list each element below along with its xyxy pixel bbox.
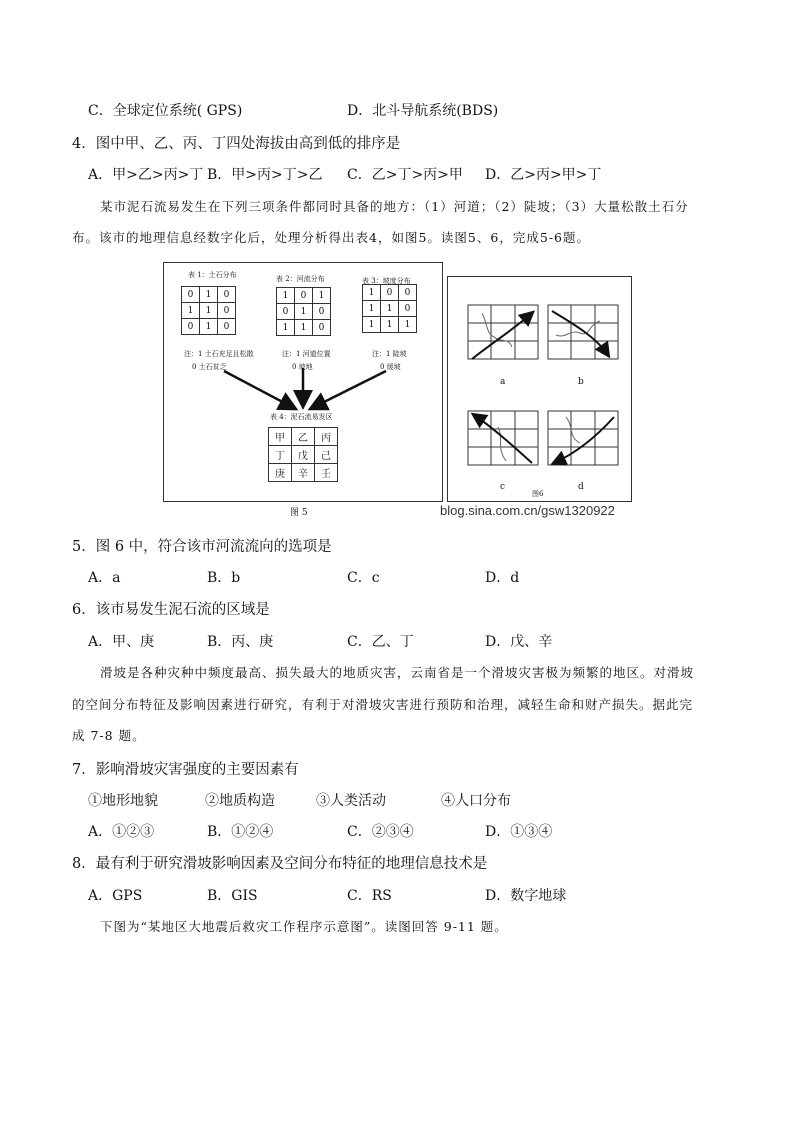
table-cell: 1 <box>200 319 218 335</box>
table-cell: 0 <box>218 319 236 335</box>
table-row <box>269 446 338 464</box>
table-cell: 0 <box>399 285 417 301</box>
table-cell: 1 <box>381 317 399 333</box>
table-cell: 0 <box>399 301 417 317</box>
table1-note1: 注：1 土石充足且松散 <box>184 350 254 358</box>
q7-option-c: C．②③④ <box>347 824 414 840</box>
q8-stem: 8．最有利于研究滑坡影响因素及空间分布特征的地理信息技术是 <box>72 856 488 872</box>
option-b-label: b <box>578 377 584 387</box>
option-c-label: c <box>500 482 506 492</box>
table-cell: 庚 <box>269 464 292 482</box>
q5-option-d: D．d <box>485 570 520 586</box>
table-cell: 乙 <box>292 428 315 446</box>
table2-title: 表 2：河流分布 <box>276 275 325 283</box>
table-cell: 0 <box>277 304 295 320</box>
river-direction-options <box>448 277 631 501</box>
option-a-grid <box>468 305 538 359</box>
q5-stem: 5．图 6 中，符合该市河流流向的选项是 <box>72 539 332 555</box>
q7-item-3: ③人类活动 <box>316 793 386 809</box>
q8-option-c: C．RS <box>347 888 392 904</box>
figure-6-caption: 图6 <box>532 490 544 498</box>
option-b-grid <box>548 305 618 359</box>
table-cell: 1 <box>277 288 295 304</box>
table2-note1: 注：1 河道位置 <box>282 350 331 358</box>
q7-item-2: ②地质构造 <box>205 793 275 809</box>
option-c-grid <box>468 411 538 465</box>
table-cell: 1 <box>295 320 313 336</box>
q5-option-b: B．b <box>207 570 241 586</box>
table3-note1: 注：1 陡坡 <box>372 350 407 358</box>
table-cell: 己 <box>315 446 338 464</box>
table-cell: 1 <box>277 320 295 336</box>
table-cell: 辛 <box>292 464 315 482</box>
table-cell: 1 <box>182 303 200 319</box>
q4-option-b: B．甲>丙>丁>乙 <box>207 167 323 183</box>
table-cell: 1 <box>200 287 218 303</box>
table-cell: 1 <box>363 317 381 333</box>
q7-item-4: ④人口分布 <box>441 793 511 809</box>
intro-landslide-line2: 的空间分布特征及影响因素进行研究，有利于对滑坡灾害进行预防和治理，减轻生命和财产损失。据此完 <box>72 697 694 712</box>
q4-option-c: C．乙>丁>丙>甲 <box>347 167 463 183</box>
intro-debris-flow-line2: 布。该市的地理信息经数字化后，处理分析得出表4，如图5。读图5、6，完成5-6题。 <box>72 230 590 245</box>
arrow-from-table3 <box>312 371 386 408</box>
q4-option-d: D．乙>丙>甲>丁 <box>485 167 602 183</box>
table-cell: 0 <box>218 287 236 303</box>
table-cell: 1 <box>295 304 313 320</box>
intro-earthquake: 下图为“某地区大地震后救灾工作程序示意图”。读图回答 9-11 题。 <box>100 919 508 934</box>
table2-note2: 0 坡地 <box>292 363 313 371</box>
option-a-label: a <box>500 377 506 387</box>
table-cell: 1 <box>200 303 218 319</box>
table3-title: 表 3：坡度分布 <box>362 277 411 285</box>
option-d-grid <box>548 411 618 465</box>
q6-option-a: A．甲、庚 <box>88 634 155 650</box>
q6-option-b: B．丙、庚 <box>207 634 274 650</box>
table4-debris-flow-zones <box>268 427 338 482</box>
table-cell: 0 <box>218 303 236 319</box>
table-cell: 1 <box>363 301 381 317</box>
table3-note2: 0 缓坡 <box>380 363 401 371</box>
q6-option-d: D．戊、辛 <box>485 634 553 650</box>
table-cell: 0 <box>313 304 331 320</box>
figure-5 <box>163 262 443 502</box>
q3-option-d: D．北斗导航系统(BDS) <box>347 103 499 119</box>
intro-landslide-line1: 滑坡是各种灾种中频度最高、损失最大的地质灾害，云南省是一个滑坡灾害极为频繁的地区。对滑坡 <box>100 665 695 680</box>
table-cell: 0 <box>182 319 200 335</box>
q6-option-c: C．乙、丁 <box>347 634 414 650</box>
table-row <box>269 428 338 446</box>
table-cell: 壬 <box>315 464 338 482</box>
q7-option-b: B．①②④ <box>207 824 274 840</box>
q4-option-a: A．甲>乙>丙>丁 <box>88 167 204 183</box>
q8-option-d: D．数字地球 <box>485 888 567 904</box>
q7-stem: 7．影响滑坡灾害强度的主要因素有 <box>72 762 299 778</box>
table-cell: 丁 <box>269 446 292 464</box>
q6-stem: 6．该市易发生泥石流的区域是 <box>72 602 270 618</box>
table1-title: 表 1：土石分布 <box>188 271 237 279</box>
table-cell: 甲 <box>269 428 292 446</box>
table1-note2: 0 土石贫乏 <box>192 363 227 371</box>
table-cell: 1 <box>313 288 331 304</box>
q5-option-c: C．c <box>347 570 380 586</box>
watermark: blog.sina.com.cn/gsw1320922 <box>440 503 615 518</box>
table-row <box>269 464 338 482</box>
q8-option-b: B．GIS <box>207 888 258 904</box>
q7-item-1: ①地形地貌 <box>88 793 158 809</box>
q3-option-c: C．全球定位系统( GPS) <box>88 103 243 119</box>
table-cell: 0 <box>295 288 313 304</box>
arrow-from-table1 <box>224 371 294 408</box>
q4-stem: 4．图中甲、乙、丙、丁四处海拔由高到低的排序是 <box>72 136 401 152</box>
table-cell: 0 <box>381 285 399 301</box>
table-cell: 0 <box>313 320 331 336</box>
table-cell: 1 <box>381 301 399 317</box>
table-cell: 戊 <box>292 446 315 464</box>
option-d-label: d <box>578 482 584 492</box>
table-cell: 0 <box>182 287 200 303</box>
q7-option-d: D．①③④ <box>485 824 553 840</box>
intro-landslide-line3: 成 7-8 题。 <box>72 728 146 743</box>
q8-option-a: A．GPS <box>88 888 143 904</box>
table4-title: 表 4：泥石流易发区 <box>270 413 333 421</box>
table-cell: 1 <box>363 285 381 301</box>
q7-option-a: A．①②③ <box>88 824 155 840</box>
figure-6 <box>447 276 632 502</box>
table-cell: 1 <box>399 317 417 333</box>
table-cell: 丙 <box>315 428 338 446</box>
figure-5-caption: 图 5 <box>290 508 308 518</box>
q5-option-a: A．a <box>88 570 121 586</box>
intro-debris-flow-line1: 某市泥石流易发生在下列三项条件都同时具备的地方：（1）河道；（2）陡坡；（3）大量松散土石分 <box>100 199 689 214</box>
